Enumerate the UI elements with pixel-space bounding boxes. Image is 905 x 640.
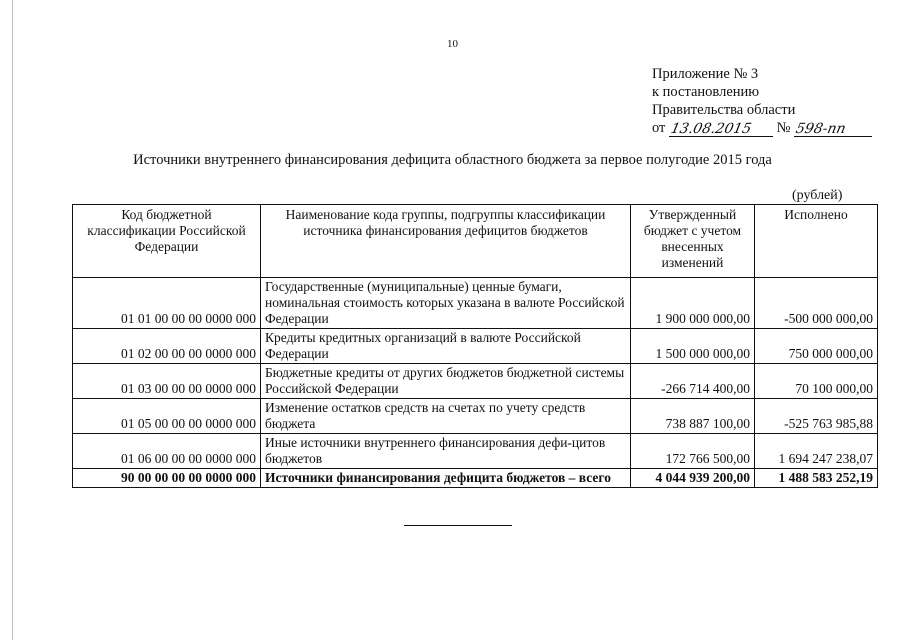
- table-total-row: [73, 469, 878, 488]
- row-code: 01 06 00 00 00 0000 000: [73, 434, 261, 469]
- header-code: Код бюджетной классификации Российской Федерации: [73, 205, 261, 278]
- row-executed: 750 000 000,00: [755, 329, 878, 364]
- units-label: (рублей): [792, 188, 843, 203]
- appendix-line-1: Приложение № 3: [652, 66, 759, 82]
- total-name: Источники финансирования дефицита бюджетов – всего: [261, 469, 631, 488]
- header-name: Наименование кода группы, подгруппы классификации источника финансирования дефицитов бюджетов: [261, 205, 631, 278]
- row-name: Государственные (муниципальные) ценные бумаги, номинальная стоимость которых указана в валюте Российской Федерации: [261, 278, 631, 329]
- table-row: [73, 364, 878, 399]
- row-approved: -266 714 400,00: [631, 364, 755, 399]
- row-code: 01 05 00 00 00 0000 000: [73, 399, 261, 434]
- document-title: Источники внутреннего финансирования дефицита областного бюджета за первое полугодие 2015 года: [133, 152, 772, 168]
- row-approved: 738 887 100,00: [631, 399, 755, 434]
- row-code: 01 02 00 00 00 0000 000: [73, 329, 261, 364]
- total-code: 90 00 00 00 00 0000 000: [73, 469, 261, 488]
- appendix-line-2: к постановлению: [652, 84, 760, 100]
- header-approved: Утвержденный бюджет с учетом внесенных изменений: [631, 205, 755, 278]
- number-prefix: №: [776, 120, 791, 136]
- row-name: Бюджетные кредиты от других бюджетов бюджетной системы Российской Федерации: [261, 364, 631, 399]
- row-approved: 172 766 500,00: [631, 434, 755, 469]
- appendix-date-line: [652, 119, 872, 137]
- row-code: 01 03 00 00 00 0000 000: [73, 364, 261, 399]
- row-name: Изменение остатков средств на счетах по учету средств бюджета: [261, 399, 631, 434]
- financing-sources-table: [72, 204, 878, 488]
- table-row: [73, 434, 878, 469]
- total-executed: 1 488 583 252,19: [755, 469, 878, 488]
- header-executed: Исполнено: [755, 205, 878, 278]
- table-header-row: [73, 205, 878, 278]
- table-row: [73, 278, 878, 329]
- page-number: 10: [447, 38, 458, 50]
- date-prefix: от: [652, 120, 666, 136]
- table-row: [73, 399, 878, 434]
- closing-rule: [404, 525, 512, 526]
- row-executed: 70 100 000,00: [755, 364, 878, 399]
- row-name: Иные источники внутреннего финансирования дефи-цитов бюджетов: [261, 434, 631, 469]
- date-field: [669, 120, 773, 137]
- row-executed: -525 763 985,88: [755, 399, 878, 434]
- row-code: 01 01 00 00 00 0000 000: [73, 278, 261, 329]
- row-approved: 1 900 000 000,00: [631, 278, 755, 329]
- handwritten-date: 13.08.2015: [669, 121, 753, 137]
- total-approved: 4 044 939 200,00: [631, 469, 755, 488]
- table-row: [73, 329, 878, 364]
- number-field: [794, 120, 872, 137]
- row-executed: -500 000 000,00: [755, 278, 878, 329]
- scan-edge-line: [12, 0, 13, 640]
- appendix-line-3: Правительства области: [652, 102, 796, 118]
- appendix-block: [652, 65, 872, 137]
- handwritten-number: 598-пп: [794, 121, 848, 137]
- row-name: Кредиты кредитных организаций в валюте Российской Федерации: [261, 329, 631, 364]
- row-executed: 1 694 247 238,07: [755, 434, 878, 469]
- row-approved: 1 500 000 000,00: [631, 329, 755, 364]
